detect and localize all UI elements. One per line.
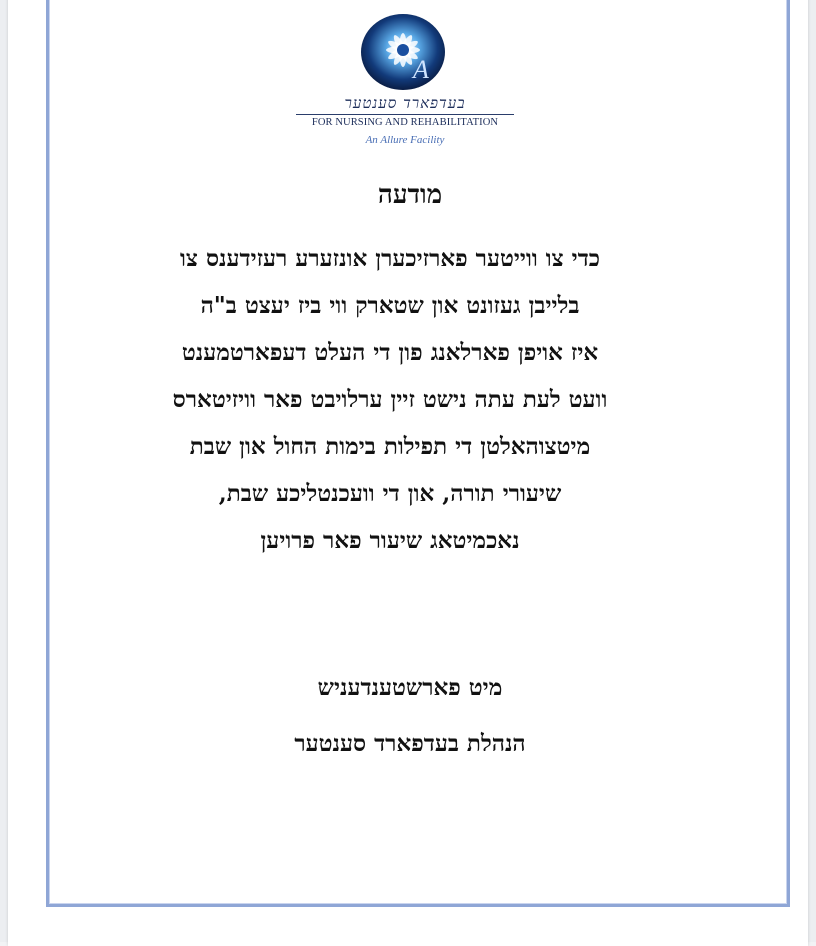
notice-line: כדי צו ווייטער פארזיכערן אונזערע רעזידענס צו [180,245,600,272]
notice-heading: מודעה [377,180,443,210]
facility-logo [290,8,520,158]
logo-hebrew-name: בעדפארד סענטער [344,94,466,112]
flower-emblem-icon [358,12,448,96]
notice-line: וועט לעת עתה נישט זיין ערלויבט פאר וויזיטארס [172,386,608,413]
logo-tagline: An Allure Facility [365,134,445,146]
closing-regards: מיט פארשטענדעניש [317,674,503,701]
notice-line: איז אויפן פארלאנג פון די העלט דעפארטמענט [181,339,599,366]
logo-english-name: FOR NURSING AND REHABILITATION [311,117,499,128]
notice-line: נאכמיטאג שיעור פאר פרויען [260,527,520,554]
closing-signature: הנהלת בעדפארד סענטער [294,730,526,757]
notice-body [70,235,710,564]
svg-text:A: A [413,55,429,84]
notice-line: בלייבן געזונט און שטארק ווי ביז יעצט ב"ה [200,292,580,319]
logo-divider [296,114,514,115]
notice-line: מיטצוהאלטן די תפילות בימות החול און שבת [189,433,591,460]
notice-line: שיעורי תורה, און די וועכנטליכע שבת, [218,480,562,507]
notice-closing [60,660,760,772]
